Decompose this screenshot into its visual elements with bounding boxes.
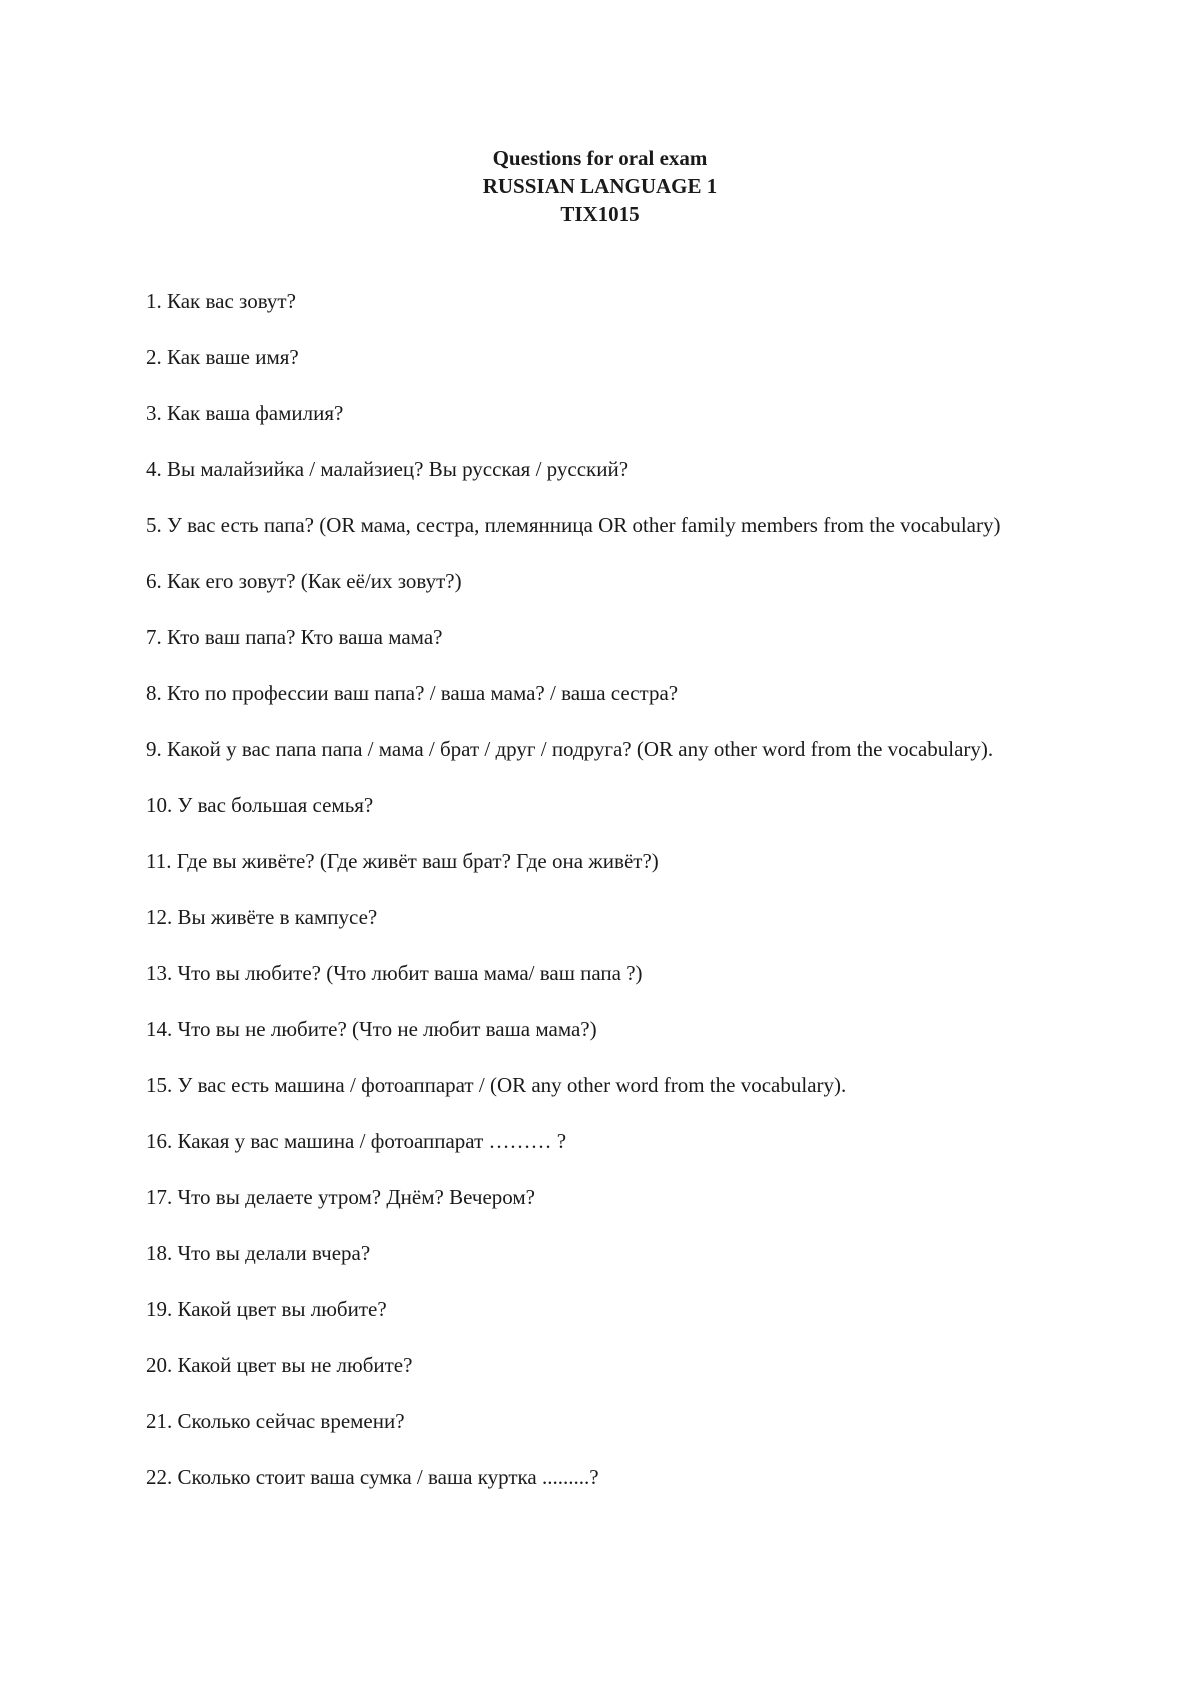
question-item: 11. Где вы живёте? (Где живёт ваш брат? Где она живёт?) xyxy=(146,849,659,873)
question-item: 22. Сколько стоит ваша сумка / ваша куртка .........? xyxy=(146,1465,599,1489)
question-item: 13. Что вы любите? (Что любит ваша мама/ ваш папа ?) xyxy=(146,961,643,985)
question-item: 14. Что вы не любите? (Что не любит ваша мама?) xyxy=(146,1017,597,1041)
question-item: 12. Вы живёте в кампусе? xyxy=(146,905,378,929)
question-item: 7. Кто ваш папа? Кто ваша мама? xyxy=(146,625,443,649)
question-item: 1. Как вас зовут? xyxy=(146,289,296,313)
question-item: 8. Кто по профессии ваш папа? / ваша мама? / ваша сестра? xyxy=(146,681,679,705)
question-item: 4. Вы малайзийка / малайзиец? Вы русская / русский? xyxy=(146,457,629,481)
question-item: 15. У вас есть машина / фотоаппарат / (OR any other word from the vocabulary). xyxy=(146,1073,847,1097)
document-title: Questions for oral exam xyxy=(492,146,708,170)
question-item: 19. Какой цвет вы любите? xyxy=(146,1297,387,1321)
question-item: 17. Что вы делаете утром? Днём? Вечером? xyxy=(146,1185,535,1209)
course-name: RUSSIAN LANGUAGE 1 xyxy=(482,174,718,198)
question-item: 9. Какой у вас папа папа / мама / брат / друг / подруга? (OR any other word from the vocabulary). xyxy=(146,737,994,761)
question-list xyxy=(146,287,1036,1519)
document-header xyxy=(0,144,1200,228)
question-item: 10. У вас большая семья? xyxy=(146,793,374,817)
question-item: 6. Как его зовут? (Как её/их зовут?) xyxy=(146,569,462,593)
question-item: 20. Какой цвет вы не любите? xyxy=(146,1353,413,1377)
question-item: 5. У вас есть папа? (OR мама, сестра, племянница OR other family members from the vocabulary) xyxy=(146,513,1001,537)
question-item: 3. Как ваша фамилия? xyxy=(146,401,344,425)
question-item: 16. Какая у вас машина / фотоаппарат ……… ? xyxy=(146,1129,567,1153)
question-item: 18. Что вы делали вчера? xyxy=(146,1241,371,1265)
course-code: TIX1015 xyxy=(560,202,640,226)
question-item: 2. Как ваше имя? xyxy=(146,345,299,369)
question-item: 21. Сколько сейчас времени? xyxy=(146,1409,405,1433)
